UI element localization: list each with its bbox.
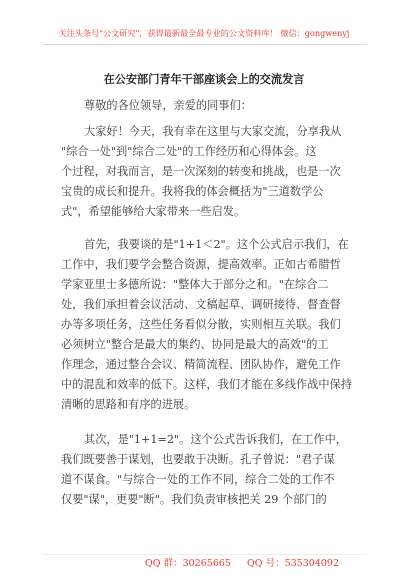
salutation-line: 尊敬的各位领导，亲爱的同事们： — [84, 99, 252, 112]
body-line: 式"，希望能够给大家带来一些启发。 — [61, 205, 246, 218]
body-line: 清晰的思路和有序的进展。 — [61, 398, 196, 411]
body-line: 必须树立"整合是最大的集约、协同是最大的高效"的工 — [61, 338, 329, 351]
body-line: 大家好！今天，我有幸在这里与大家交流，分享我从 — [84, 125, 342, 138]
body-line: "综合一处"到"综合二处"的工作经历和心得体会。这 — [61, 145, 317, 158]
body-line: 工作中，我们要学会整合资源，提高效率。正如古希腊哲 — [61, 258, 341, 271]
header-divider — [42, 44, 367, 45]
body-line: 宝贵的成长和提升。我将我的体会概括为"三道数学公 — [61, 185, 324, 198]
body-line: 学家亚里士多德所说："整体大于部分之和。"在综合二 — [61, 278, 329, 291]
body-line: 其次，是"1+1=2"。这个公式告诉我们，在工作中， — [84, 433, 347, 446]
body-line: 作理念，通过整合会议、精简流程、团队协作，避免工作 — [61, 358, 341, 371]
document-title: 在公安部门青年干部座谈会上的交流发言 — [103, 73, 305, 86]
body-line: 道不谋食。"与综合一处的工作不同，综合二处的工作不 — [61, 473, 335, 486]
footer-divider — [42, 554, 367, 555]
header-banner: 关注头条号"公文研究"，获得最新最全最专业的公文资料库！ 微信：gongwenyj — [58, 28, 350, 38]
body-line: 首先，我要谈的是"1+1＜2"。这个公式启示我们，在 — [84, 238, 349, 251]
body-line: 中的混乱和效率的低下。这样，我们才能在多线作战中保持 — [61, 378, 352, 391]
body-line: 个过程，对我而言，是一次深刻的转变和挑战，也是一次 — [61, 165, 341, 178]
body-line: 处，我们承担着会议活动、文稿起草、调研接待、督查督 — [61, 298, 341, 311]
footer-qq-group: QQ 群：30265665 — [145, 558, 231, 569]
body-line: 办等多项任务，这些任务看似分散，实则相互关联。我们 — [61, 318, 341, 331]
body-line: 仅要"谋"，更要"断"。我们负责审核把关 29 个部门的 — [61, 493, 327, 506]
footer-qq-number: QQ 号：535304092 — [247, 558, 339, 569]
footer — [0, 557, 408, 573]
body-line: 我们既要善于谋划，也要敢于决断。孔子曾说："君子谋 — [61, 453, 335, 466]
